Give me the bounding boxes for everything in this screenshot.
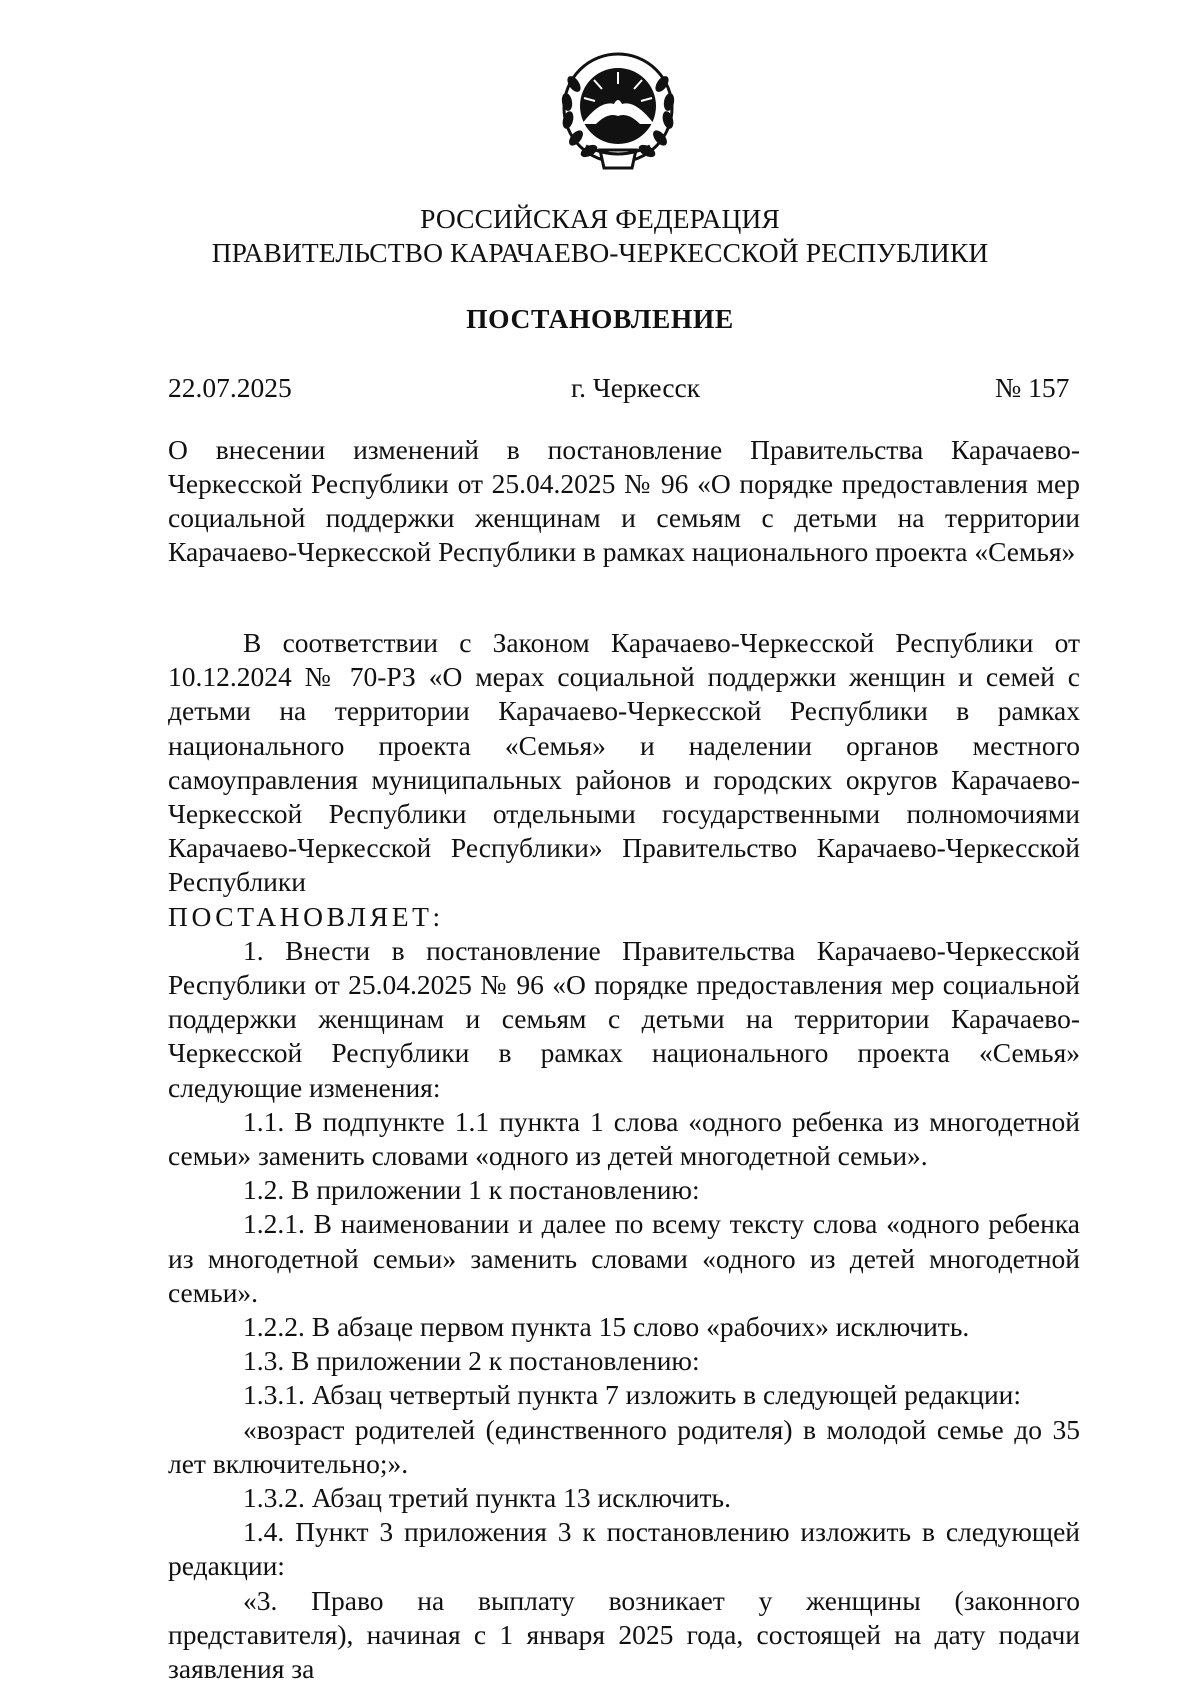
item-1-3-paragraph: 1.3. В приложении 2 к постановлению: xyxy=(243,1345,700,1377)
coat-of-arms-emblem-icon xyxy=(556,50,696,182)
header-country: РОССИЙСКАЯ ФЕДЕРАЦИЯ xyxy=(420,203,780,234)
resolves-heading: ПОСТАНОВЛЯЕТ: xyxy=(168,900,444,932)
item-1-3-1-paragraph: 1.3.1. Абзац четвертый пункта 7 изложить в следующей редакции: xyxy=(243,1379,1022,1411)
document-city: г. Черкесск xyxy=(571,372,701,403)
item-1-2-2-paragraph: 1.2.2. В абзаце первом пункта 15 слово «рабочих» исключить. xyxy=(243,1311,970,1343)
document-date: 22.07.2025 xyxy=(168,372,292,403)
item-1-1-paragraph: 1.1. В подпункте 1.1 пункта 1 слова «одного ребенка из многодетной семьи» заменить словами «одного из детей многодетной семьи». xyxy=(168,1105,1080,1172)
preamble-paragraph: В соответствии с Законом Карачаево-Черкесской Республики от 10.12.2024 № 70-РЗ «О мерах социальной поддержки женщин и семей с детьми на территории Карачаево-Черкесской Республики в рамках национального проекта «Семья» и наделении органов местного самоуправления муниципальных районов и городских округов Карачаево-Черкесской Республики отдельными государственными полномочиями Карачаево-Черкесской Республики» Правительство Карачаево-Черкесской Республики xyxy=(168,627,1080,898)
document-type-title: ПОСТАНОВЛЕНИЕ xyxy=(466,303,734,334)
item-1-3-1-quote: «возраст родителей (единственного родителя) в молодой семье до 35 лет включительно;». xyxy=(168,1413,1080,1479)
document-subject: О внесении изменений в постановление Правительства Карачаево-Черкесской Республики от 25.04.2025 № 96 «О порядке предоставления мер социальной поддержки женщинам и семьям с детьми на территории Карачаево-Черкесской Республики в рамках национального проекта «Семья» xyxy=(168,434,1080,567)
item-1-4-quote: «3. Право на выплату возникает у женщины (законного представителя), начиная с 1 января 2025 года, состоящей на дату подачи заявления за xyxy=(168,1584,1080,1685)
document-number: № 157 xyxy=(995,372,1070,403)
item-1-2-paragraph: 1.2. В приложении 1 к постановлению: xyxy=(243,1174,700,1206)
item-1-3-2-paragraph: 1.3.2. Абзац третий пункта 13 исключить. xyxy=(243,1482,731,1514)
header-government: ПРАВИТЕЛЬСТВО КАРАЧАЕВО-ЧЕРКЕССКОЙ РЕСПУБЛИКИ xyxy=(211,237,989,268)
item-1-4-paragraph: 1.4. Пункт 3 приложения 3 к постановлению изложить в следующей редакции: xyxy=(168,1516,1080,1582)
item-1-paragraph: 1. Внести в постановление Правительства Карачаево-Черкесской Республики от 25.04.2025 № 96 «О порядке предоставления мер социальной поддержки женщинам и семьям с детьми на территории Карачаево-Черкесской Республики в рамках национального проекта «Семья» следующие изменения: xyxy=(168,934,1080,1103)
document-body xyxy=(168,626,1080,1686)
item-1-2-1-paragraph: 1.2.1. В наименовании и далее по всему тексту слова «одного ребенка из многодетной семьи» заменить словами «одного из детей многодетной семьи». xyxy=(168,1208,1080,1308)
